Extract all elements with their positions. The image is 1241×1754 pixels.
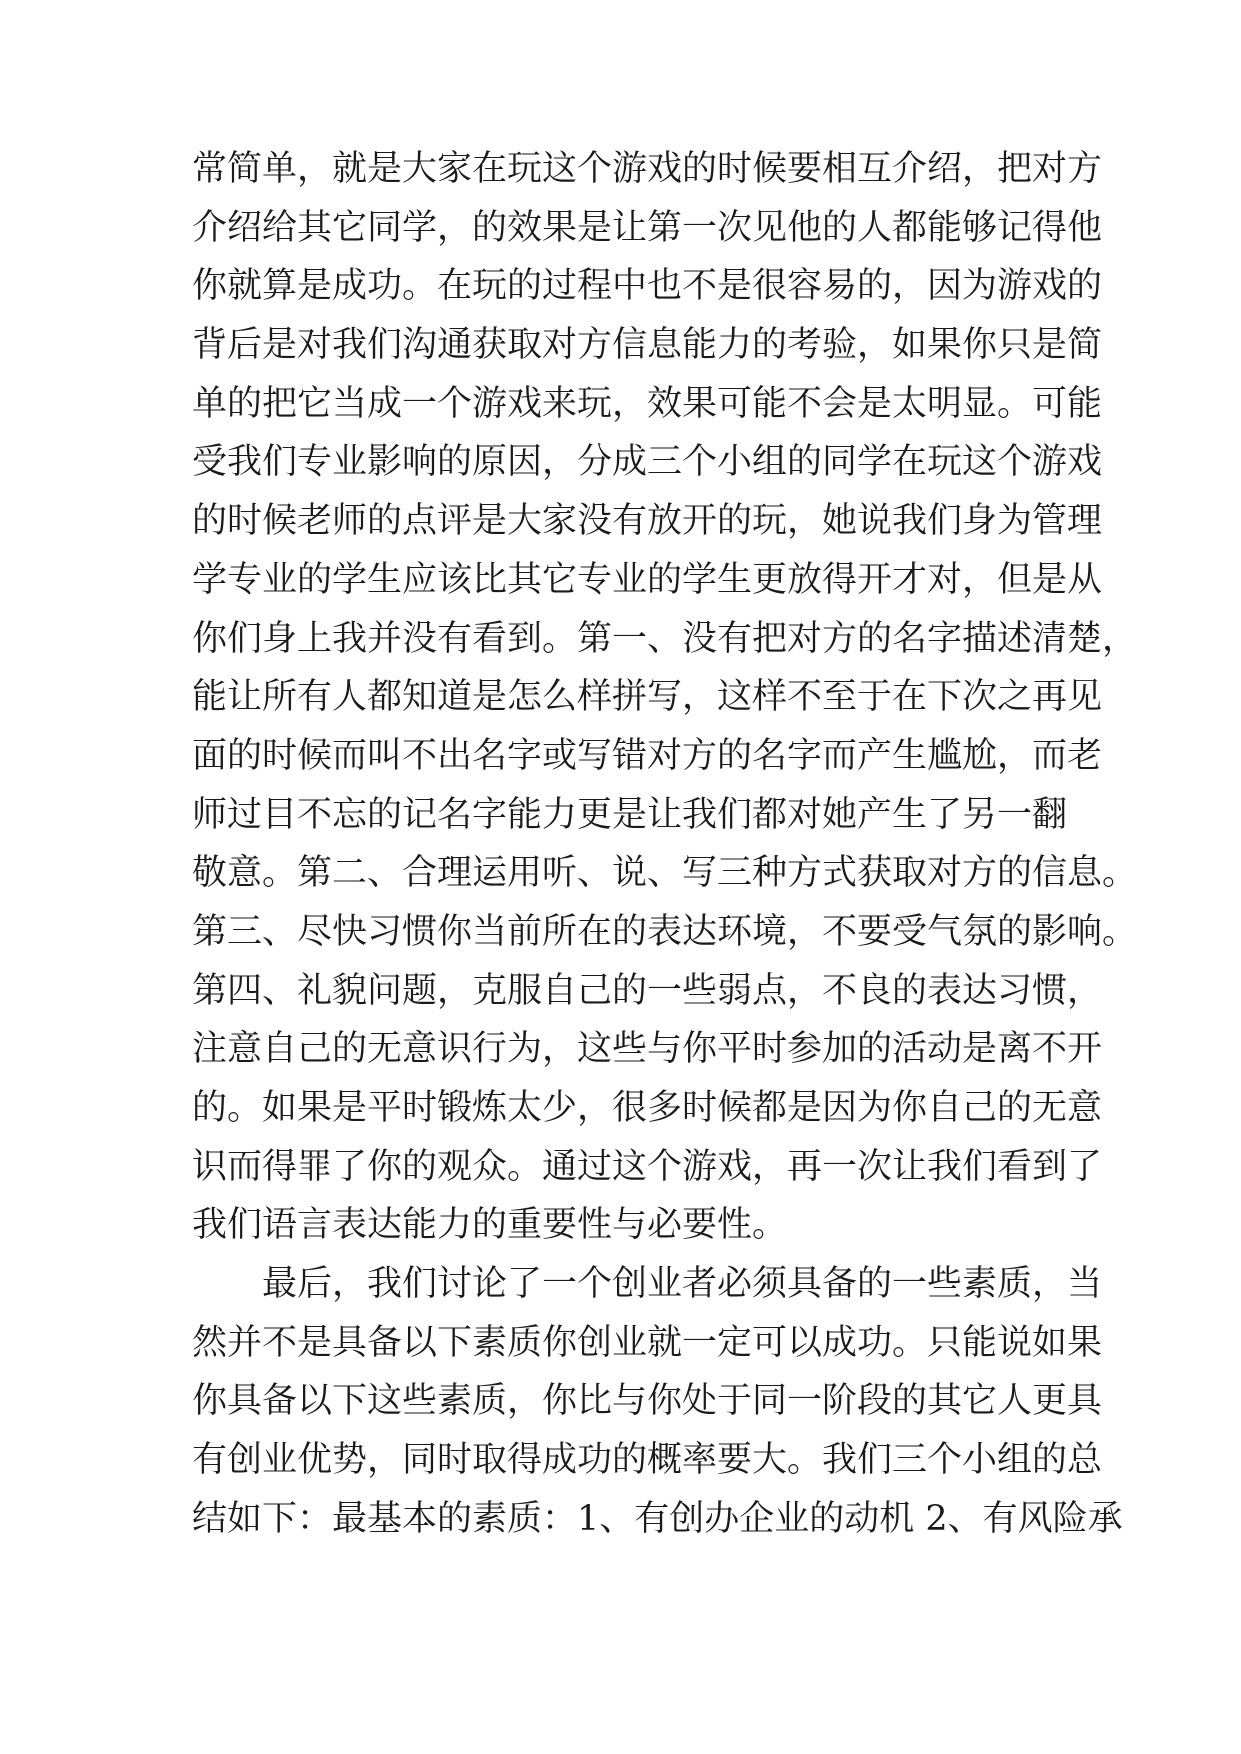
text-line: 的。如果是平时锻炼太少，很多时候都是因为你自己的无意: [192, 1088, 1103, 1128]
text-line: 你们身上我并没有看到。第一、没有把对方的名字描述清楚，: [192, 618, 1138, 659]
text-line: 能让所有人都知道是怎么样拼写，这样不至于在下次之再见: [192, 677, 1103, 718]
text-line: 的时候老师的点评是大家没有放开的玩，她说我们身为管理: [192, 501, 1103, 542]
text-line: 我们语言表达能力的重要性与必要性。: [192, 1205, 788, 1246]
text-line: 你就算是成功。在玩的过程中也不是很容易的，因为游戏的: [192, 266, 1103, 307]
text-line: 结如下：最基本的素质：1、有创办企业的动机 2、有风险承: [192, 1498, 1123, 1539]
text-line: 常简单，就是大家在玩这个游戏的时候要相互介绍，把对方: [192, 149, 1103, 189]
body-text: [192, 140, 1138, 1549]
text-line: 单的把它当成一个游戏来玩，效果可能不会是太明显。可能: [192, 383, 1103, 424]
text-line: 你具备以下这些素质，你比与你处于同一阶段的其它人更具: [192, 1381, 1103, 1422]
text-line: 受我们专业影响的原因，分成三个小组的同学在玩这个游戏: [192, 442, 1103, 483]
text-line: 然并不是具备以下素质你创业就一定可以成功。只能说如果: [192, 1322, 1103, 1363]
text-line: 敬意。第二、合理运用听、说、写三种方式获取对方的信息。: [192, 853, 1138, 894]
text-line: 第四、礼貌问题，克服自己的一些弱点，不良的表达习惯，: [192, 970, 1103, 1011]
text-line: 师过目不忘的记名字能力更是让我们都对她产生了另一翻: [192, 794, 1068, 835]
text-line: 最后，我们讨论了一个创业者必须具备的一些素质，当: [262, 1264, 1103, 1305]
text-line: 面的时候而叫不出名字或写错对方的名字而产生尴尬，而老: [192, 735, 1103, 776]
text-line: 背后是对我们沟通获取对方信息能力的考验，如果你只是简: [192, 325, 1103, 366]
text-line: 识而得罪了你的观众。通过这个游戏，再一次让我们看到了: [192, 1146, 1103, 1187]
text-line: 有创业优势，同时取得成功的概率要大。我们三个小组的总: [192, 1440, 1103, 1481]
text-line: 学专业的学生应该比其它专业的学生更放得开才对，但是从: [192, 559, 1103, 600]
text-line: 第三、尽快习惯你当前所在的表达环境，不要受气氛的影响。: [192, 911, 1138, 952]
text-line: 注意自己的无意识行为，这些与你平时参加的活动是离不开: [192, 1029, 1103, 1070]
text-line: 介绍给其它同学，的效果是让第一次见他的人都能够记得他: [192, 207, 1103, 248]
